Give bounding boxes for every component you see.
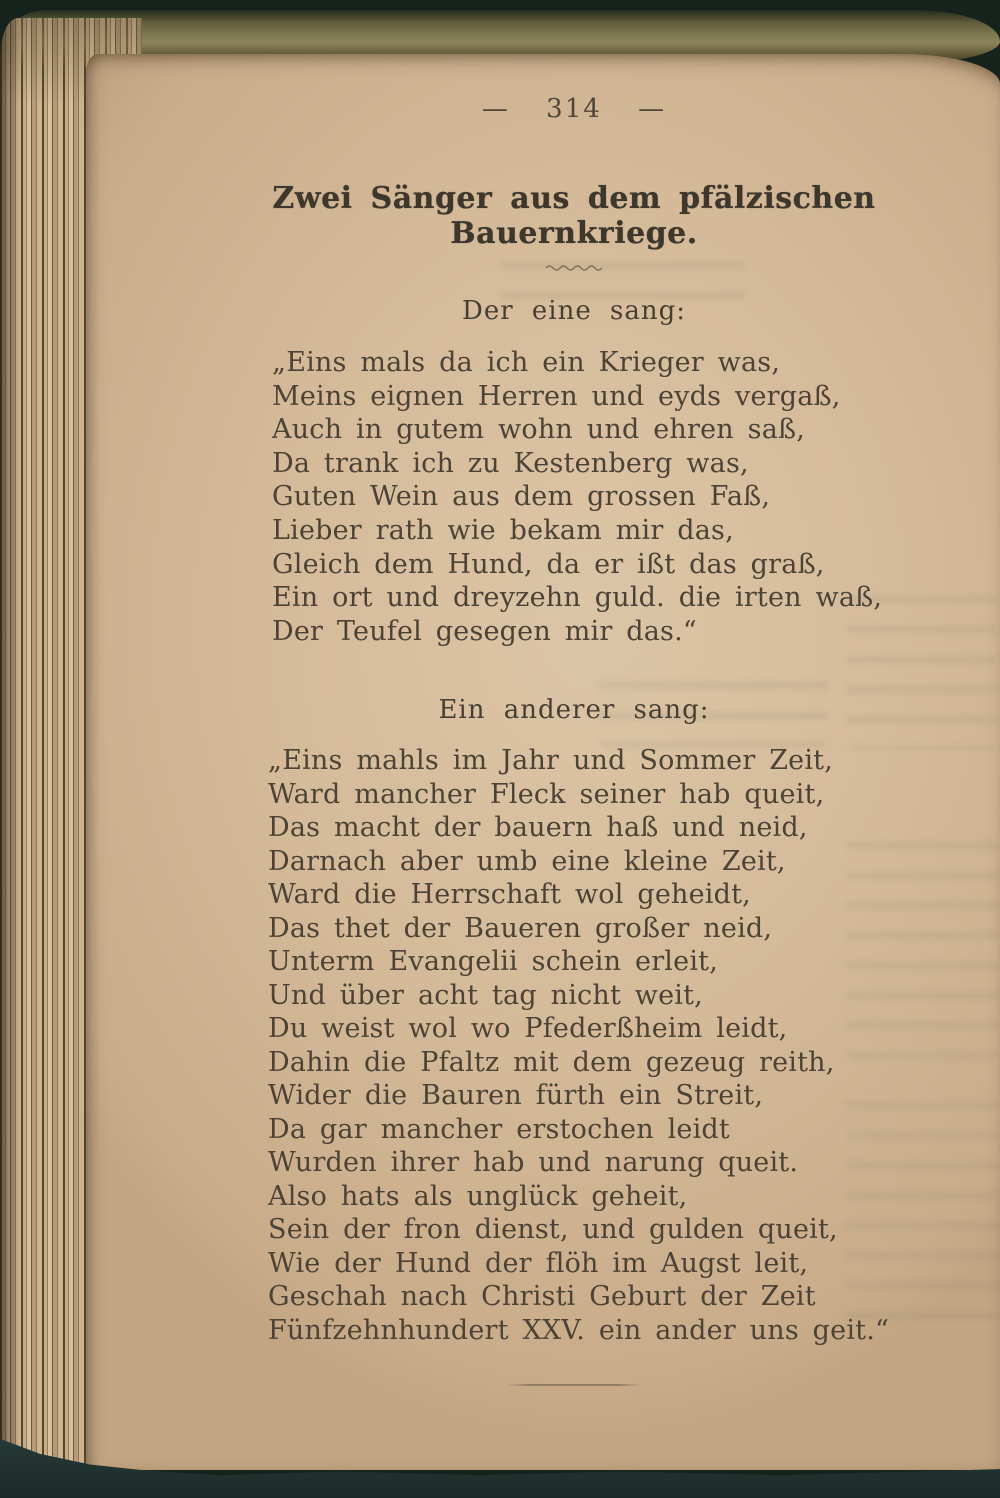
poem-line: Gleich dem Hund, da er ißt das graß, — [272, 548, 825, 580]
poem-line: Also hats als unglück geheit, — [268, 1180, 688, 1212]
poem-line: „Eins mals da ich ein Krieger was, — [272, 347, 781, 378]
section-heading-second-singer: Ein anderer sang: — [438, 695, 710, 725]
poem-line: Ward mancher Fleck seiner hab queit, — [268, 778, 825, 810]
ornament-squiggle-icon — [545, 257, 603, 276]
end-rule — [507, 1384, 641, 1386]
poem-line: Da trank ich zu Kestenberg was, — [272, 447, 749, 479]
poem-line: Das thet der Baueren großer neid, — [268, 912, 773, 944]
poem-line: Wurden ihrer hab und narung queit. — [268, 1147, 799, 1178]
poem-line: Meins eignen Herren und eyds vergaß, — [272, 380, 841, 412]
poem-line: Guten Wein aus dem grossen Faß, — [272, 481, 771, 513]
section-heading-first-singer: Der eine sang: — [461, 296, 687, 326]
poem-line: Darnach aber umb eine kleine Zeit, — [268, 845, 786, 877]
poem-line: Wie der Hund der flöh im Augst leit, — [268, 1247, 809, 1279]
poem-line: Der Teufel gesegen mir das.“ — [272, 615, 697, 647]
stanza-first-singer — [272, 346, 882, 648]
poem-title: Zwei Sänger aus dem pfälzischen Bauernkriege. — [272, 181, 876, 251]
text-column — [150, 54, 998, 1470]
poem-line: „Eins mahls im Jahr und Sommer Zeit, — [268, 745, 834, 776]
poem-line: Fünfzehnhundert XXV. ein ander uns geit.“ — [268, 1314, 890, 1346]
poem-line: Sein der fron dienst, und gulden queit, — [268, 1214, 838, 1245]
poem-line: Das macht der bauern haß und neid, — [268, 812, 808, 843]
poem-line: Und über acht tag nicht weit, — [268, 979, 703, 1011]
poem-line: Dahin die Pfaltz mit dem gezeug reith, — [268, 1046, 835, 1078]
poem-line: Da gar mancher erstochen leidt — [268, 1113, 730, 1145]
poem-line: Wider die Bauren fürth ein Streit, — [268, 1080, 764, 1111]
poem-line: Auch in gutem wohn und ehren saß, — [272, 414, 806, 446]
poem-line: Ward die Herrschaft wol geheidt, — [268, 879, 751, 910]
book-page — [86, 54, 1000, 1470]
stanza-second-singer — [268, 744, 889, 1347]
poem-line: Du weist wol wo Pfederßheim leidt, — [268, 1013, 788, 1044]
poem-line: Unterm Evangelii schein erleit, — [268, 946, 718, 977]
poem-line: Geschah nach Christi Geburt der Zeit — [268, 1281, 816, 1312]
poem-line: Lieber rath wie bekam mir das, — [272, 514, 734, 546]
page-number: — 314 — — [481, 94, 667, 124]
poem-line: Ein ort und dreyzehn guld. die irten waß, — [272, 582, 883, 614]
